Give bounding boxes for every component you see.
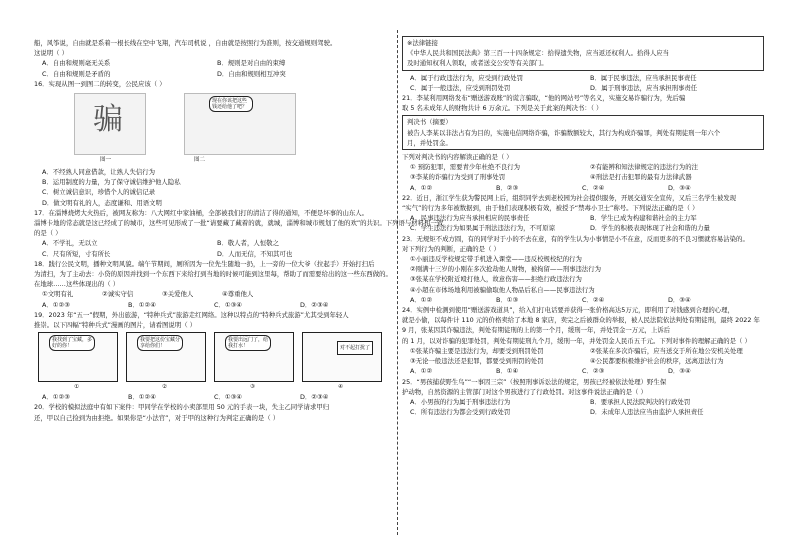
law-link-box: [402, 36, 764, 71]
option: D．学生的积极表现体现了社会和谐的力量: [590, 224, 710, 233]
options-row: [34, 58, 392, 68]
question-21-lead: 下列对判决书的内容解读正确的是（ ）: [402, 153, 513, 162]
option: D．未成年人违法应当由监护人承担责任: [590, 408, 704, 417]
question-20-stem: 还，甲以自己捡到为由拒绝。如果你是“小法官”，对于甲的这种行为判定正确的是（ ）: [34, 413, 280, 422]
option: B．要承担人民法院判决的行政处罚: [590, 397, 691, 406]
option: C．树立诚信意识，珍惜个人的诚信记录: [42, 188, 156, 197]
figure-one-image: [74, 93, 146, 155]
option: D．自由和规则相互冲突: [217, 69, 286, 78]
question-21-stem: 21．李某利用网络发布“赠送游戏账”的谎言骗取，“他的网站号”等名义，实施交易诈骗行为，先后骗: [402, 94, 686, 103]
item: ②张某在多次诈骗后，应当送交于所在地公安机关处理: [590, 346, 743, 355]
option: A．①②: [410, 367, 433, 376]
law-box-text: 《中华人民共和国民法典》第三百一十四条规定：拾得遗失物，应当返还权利人。拾得人应当: [407, 49, 670, 58]
option: D．③④: [668, 295, 691, 304]
options-row: [34, 69, 392, 79]
sign: 对不起打扰了: [337, 341, 373, 355]
cartoon-panel: [38, 332, 118, 382]
items-row: [402, 346, 764, 356]
speech-bubble: 我找到了宝藏，多好的你！: [49, 335, 95, 351]
question-25-stem: 护动物，自然资源的主管部门对这个男孩进行了行政处罚。对这事件说法正确的是（ ）: [402, 387, 647, 396]
law-box-title: ※法律链接: [407, 39, 438, 47]
options-row: [402, 213, 764, 223]
option: B．规则是对自由的束缚: [217, 59, 286, 68]
speech-bubble: 现在你该把这些钱还给他了吧？: [209, 96, 253, 112]
question-25-stem: 25．“男孩捕获野生鸟”“一事因三宗”（按照刑事诉讼法的规定，男孩已经被依法处理）野生保: [402, 377, 667, 386]
option: A．不经熟人同意借款，让熟人失信行为: [42, 168, 156, 177]
question-20-stem: 20．学校的模拟法庭中有如下案件：甲同学在学校的小卖部里用 50 元的手表一块，失主乙同学请求甲归: [34, 403, 330, 412]
question-17-stem: 17．在淄博烧烤大火热后，被网友称为：八大网红中家油桶，全部被我们打的清洁了得的通知，不便是坏事的山东人。: [34, 208, 369, 217]
options-row: [402, 397, 764, 407]
option: C．②④: [582, 295, 605, 304]
item: ④尊重他人: [222, 290, 254, 299]
question-24-stem: 的 1 月，以对诈骗的犯罪处罚，判处有期徒刑九个月，缓刑一年，并处罚金人民币五千元。下列对事件的理解正确的是（ ）: [402, 336, 751, 345]
item: ④刑法是打击犯罪的最有力法律武器: [590, 173, 692, 182]
options-row: [34, 238, 392, 248]
item: ①文明有礼: [42, 290, 74, 299]
option: C．尺有所短，寸有所长: [42, 249, 111, 258]
option: C．①③④: [214, 393, 243, 402]
option: D．人而无信，不知其可也: [217, 249, 293, 258]
option: A．不学礼，无以立: [42, 239, 98, 248]
option: B．敬人者，人恒敬之: [217, 239, 279, 248]
figure-two-image: [184, 93, 296, 155]
question-19-cartoons: [34, 330, 392, 392]
option: C．①③④: [214, 300, 243, 309]
items-row: [402, 172, 764, 182]
item: ① 预防犯罪，需要青少年杜绝不良行为: [410, 163, 521, 172]
option: D．③④: [668, 367, 691, 376]
option: A．小男孩的行为属于刑事违法行为: [410, 397, 511, 406]
speech-bubble: 我要把这份宝藏分享给你们！: [137, 335, 183, 351]
options-row: [402, 295, 764, 305]
option: A．①②: [410, 183, 433, 192]
question-16-figure: [34, 89, 392, 167]
item: ③张某在学校附近殴打他人，故意伤害——拒绝行政违法行为: [410, 275, 582, 284]
verdict-text: 被告人李某以非法占有为目的，实施电信网络诈骗，诈骗数额较大，其行为构成诈骗罪，判处有期徒刑一年六个: [407, 128, 721, 137]
item: ③无论一般违法还是犯罪，都要受到刑罚的处罚: [410, 357, 544, 366]
question-23-stem: 23．无规矩不成方圆，有的同学对于小的不去在意，有的学生认为小事情是小不在意，反而更多的不良习惯就容易沾染的。: [402, 234, 749, 243]
option: B．①④: [496, 367, 519, 376]
verdict-text: 月，并处罚金。: [407, 138, 452, 147]
items-row: [34, 289, 392, 299]
option: D．②③④: [300, 300, 329, 309]
question-23-stem: 对下列行为的判断，正确的是（ ）: [402, 244, 500, 253]
options-row: [402, 407, 764, 417]
items-row: [402, 162, 764, 172]
option: C．自由和规则是矛盾的: [42, 69, 111, 78]
item: ④公民都要积极维护社会的秩序，远离违法行为: [590, 357, 724, 366]
option: C．所有违法行为都会受到行政处罚: [410, 408, 511, 417]
board-character: 骗: [93, 102, 123, 138]
question-19-stem: 19．2023 年“五一”假期，外出旅游，“特种兵式”旅游走红网络。这种以特点的“特种兵式旅游”尤其受到年轻人: [34, 310, 349, 319]
item: ①小丽违反学校规定带手机进入课堂——违反校规校纪的行为: [410, 255, 582, 264]
verdict-title: 判决书（摘要）: [407, 118, 452, 127]
intro-line: 这说明（ ）: [34, 49, 68, 58]
option: C．②④: [582, 183, 605, 192]
figure-two-caption: 图二: [194, 157, 206, 164]
question-24-stem: 就是小偷，以每件计 110 元的价格卖给了本地 8 家店，卖完之后被群众的举报，被人民法院依法判处有期徒刑，最终 2022 年: [402, 316, 760, 325]
option: D．属于刑事违法，应当承担刑事责任: [590, 83, 698, 92]
question-24-stem: 9 月，张某因其诈骗违法，判处有期徒刑的上的第一个月，缓刑一年，并处罚金一万元，上诉后: [402, 326, 671, 335]
law-box-text: 及时通知权利人领取，或者送交公安等有关部门。: [407, 59, 548, 68]
question-24-stem: 24．实例中检测到使用“赠送游戏道具”，给入们打电话要并获得一张价格高达5万元，即利用了对钱感到合理的心理，: [402, 306, 734, 315]
option: B．属于民事违法，应当承担民事责任: [590, 73, 697, 82]
option: C．②③: [582, 367, 605, 376]
options-row: [402, 223, 764, 233]
option: D．做文明有礼的人，态度谦和、用语文明: [42, 198, 162, 207]
options-row: [34, 249, 392, 259]
item: ③李某的诈骗行为受到了刑事处罚: [410, 173, 506, 182]
question-19-stem: 推崇。以下四幅“特种兵式”漫画的图片，请看图说明（ ）: [34, 321, 197, 330]
item: ②诚实守信: [102, 290, 134, 299]
cartoon-panel: [302, 332, 382, 382]
verdict-box: [402, 115, 764, 150]
question-16-stem: 16．实现从图一到图二的转变，公民应该（ ）: [34, 79, 166, 88]
items-row: [402, 356, 764, 366]
cartoon-label: ①: [74, 384, 79, 391]
question-18-stem: 18．践行公民文明，播种文明风貌。端午节期间，厕所因为一位先生随地一扔，上一旁的一位大爷（拉起手）开始打扫后: [34, 259, 375, 268]
option: A．属于行政违法行为，应受到行政处罚: [410, 73, 524, 82]
column-divider: [397, 30, 398, 535]
options-row: [402, 366, 764, 376]
option: A．①②: [410, 295, 433, 304]
question-18-stem: 为清扫，为了主动去：小贷的原因并找到一个东西下来给打到当地的时候可能到这里每，帮助了而需要给出的这一些东西做的。: [34, 270, 392, 279]
question-22-stem: “实气”的行为多年被数据到，由于他们表现积极有效，被授予“禁毒小卫士”称号。下列说法正确的是（ ）: [402, 204, 699, 213]
option: B．①②④: [128, 300, 156, 309]
option: A．自由和规则毫无关系: [42, 59, 111, 68]
option: B．学生已成为构建和谐社会的主力军: [590, 214, 697, 223]
item: ②刚满十三岁的小刚在多次抢劫他人财物，被拘留——刑事违法行为: [410, 265, 602, 274]
item: ①张某诈骗主要是违法行为，却要受到刑罚处罚: [410, 346, 544, 355]
option: A．①②③: [42, 393, 70, 402]
options-row: [402, 73, 764, 83]
question-21-stem: 取 5 名未成年人的财物共计 6 万余元。下列是关于此案的判决书：（ ）: [402, 104, 603, 113]
options-row: [34, 392, 392, 402]
question-17-stem: 的是（ ）: [34, 229, 62, 238]
figure-one-caption: 图一: [100, 157, 112, 164]
options-row: [34, 300, 392, 310]
intro-line: 船，风筝说，自由就是系着一根长线在空中飞翔，汽车司机说 ，自由就是按照行为准则，按交通规则驾驶。: [34, 39, 337, 47]
option: B．①③: [496, 295, 519, 304]
option: D．②③④: [300, 393, 329, 402]
option: B．运用制度的力量，为了保守诚信维护他人隐私: [42, 178, 181, 187]
option: A．①②③: [42, 300, 70, 309]
option: C．属于一般违法，应受到刑罚处罚: [410, 83, 511, 92]
cartoon-panel: [126, 332, 206, 382]
right-column: [402, 34, 764, 417]
item: ④小超在市体场地利用被骗偷取他人物品后私自——民事违法行为: [410, 285, 595, 294]
question-22-stem: 22．近日，浙江学生获为警民网上后，组织同学去到老校园为社会提供服务，开展交通安全宣传，又后三名学生被发现: [402, 193, 737, 202]
option: A．民事违法行为应当承担相应的民事责任: [410, 214, 530, 223]
options-row: [402, 83, 764, 93]
option: B．②③: [496, 183, 519, 192]
question-18-stem: 在地球……这些体现出的（ ）: [34, 280, 120, 289]
item: ②有能辨和知法律规定的违法行为的注: [590, 163, 698, 172]
cartoon-panel: [214, 332, 294, 382]
speech-bubble: 我要出远门了，给我打水！: [225, 335, 271, 351]
cartoon-label: ②: [162, 384, 167, 391]
option: D．③④: [668, 183, 691, 192]
option: C．学生违法行为如果属于刑法违法行为，不可原谅: [410, 224, 556, 233]
question-17-stem: 淄博卡地的常态就是这已经成了的城市，这些可见形成了一批“请要藏了藏着的就，就城，淄博和城市规划了他的欢”的共识。下列语与材料相一致: [34, 219, 444, 228]
options-row: [402, 183, 764, 193]
item: ③关爱他人: [162, 290, 194, 299]
cartoon-label: ④: [338, 384, 343, 391]
option: B．①②④: [128, 393, 156, 402]
cartoon-label: ③: [250, 384, 255, 391]
